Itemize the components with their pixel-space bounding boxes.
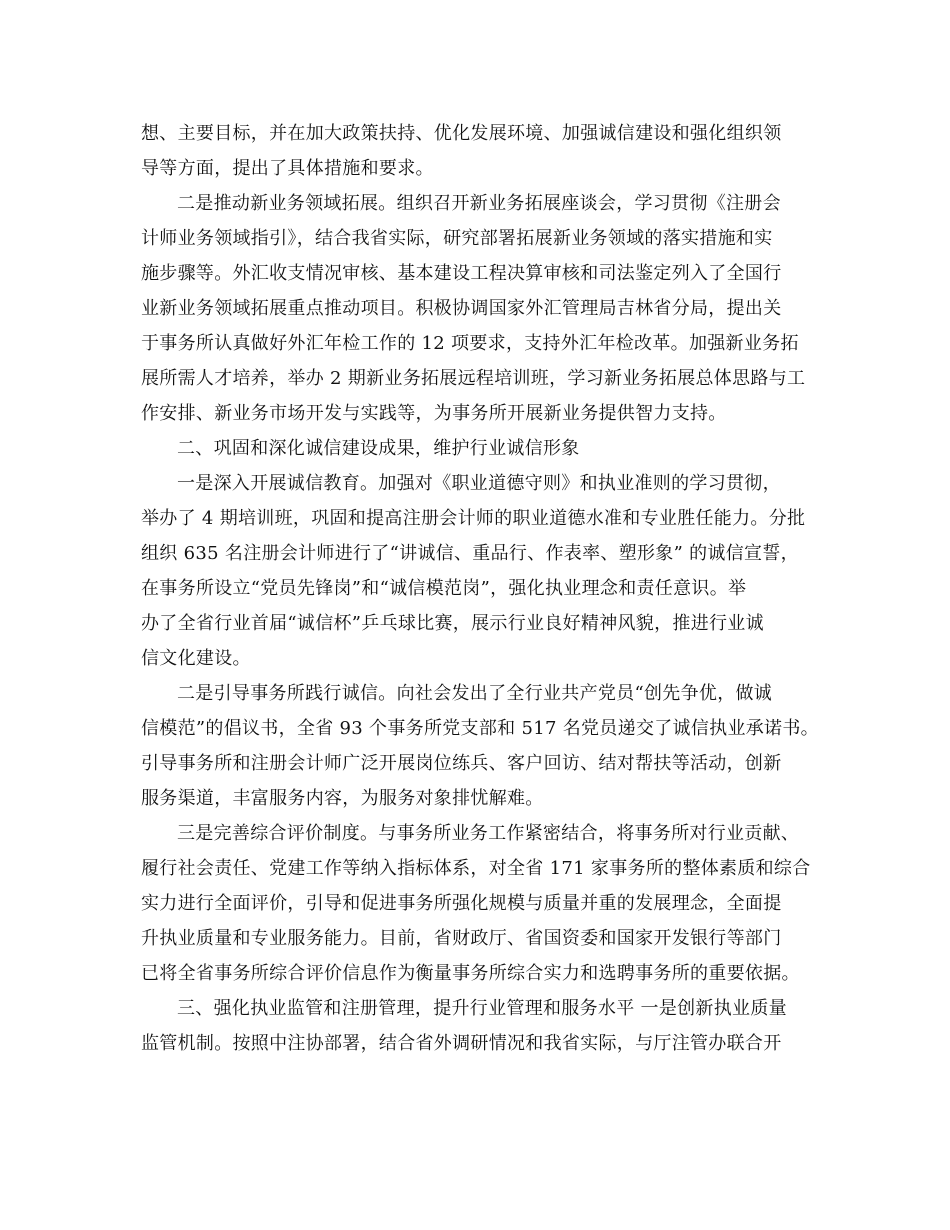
text-line: 已将全省事务所综合评价信息作为衡量事务所综合实力和选聘事务所的重要依据。 (141, 963, 800, 984)
paragraph-start-line: 二是引导事务所践行诚信。向社会发出了全行业共产党员“创先争优，做诚 (177, 683, 773, 704)
text-line: 服务渠道，丰富服务内容，为服务对象排忧解难。 (141, 788, 544, 809)
text-line: 在事务所设立“党员先锋岗”和“诚信模范岗”，强化执业理念和责任意识。举 (141, 578, 747, 599)
text-line: 办了全省行业首届“诚信杯”乒乓球比赛，展示行业良好精神风貌，推进行业诚 (141, 613, 764, 634)
text-line: 导等方面，提出了具体措施和要求。 (141, 158, 434, 179)
text-line: 于事务所认真做好外汇年检工作的 12 项要求，支持外汇年检改革。加强新业务拓 (141, 333, 799, 354)
text-line: 监管机制。按照中注协部署，结合省外调研情况和我省实际，与厅注管办联合开 (141, 1033, 782, 1054)
text-line: 计师业务领域指引》，结合我省实际，研究部署拓展新业务领域的落实措施和实 (141, 228, 773, 249)
text-line: 展所需人才培养，举办 2 期新业务拓展远程培训班，学习新业务拓展总体思路与工 (141, 368, 806, 389)
section-heading: 二、巩固和深化诚信建设成果，维护行业诚信形象 (177, 438, 580, 459)
text-line: 想、主要目标，并在加大政策扶持、优化发展环境、加强诚信建设和强化组织领 (141, 123, 782, 144)
text-line: 施步骤等。外汇收支情况审核、基本建设工程决算审核和司法鉴定列入了全国行 (141, 263, 782, 284)
section-heading: 三、强化执业监管和注册管理，提升行业管理和服务水平 一是创新执业质量 (177, 998, 787, 1019)
text-line: 信模范”的倡议书，全省 93 个事务所党支部和 517 名党员递交了诚信执业承诺书。 (141, 718, 819, 739)
paragraph-start-line: 三是完善综合评价制度。与事务所业务工作紧密结合，将事务所对行业贡献、 (177, 823, 800, 844)
text-line: 信文化建设。 (141, 648, 251, 669)
paragraph-start-line: 一是深入开展诚信教育。加强对《职业道德守则》和执业准则的学习贯彻， (177, 473, 781, 494)
text-line: 履行社会责任、党建工作等纳入指标体系，对全省 171 家事务所的整体素质和综合 (141, 858, 811, 879)
document-body (141, 116, 819, 1061)
text-line: 引导事务所和注册会计师广泛开展岗位练兵、客户回访、结对帮扶等活动，创新 (141, 753, 782, 774)
text-line: 实力进行全面评价，引导和促进事务所强化规模与质量并重的发展理念，全面提 (141, 893, 782, 914)
text-line: 升执业质量和专业服务能力。目前，省财政厅、省国资委和国家开发银行等部门 (141, 928, 782, 949)
paragraph-start-line: 二是推动新业务领域拓展。组织召开新业务拓展座谈会，学习贯彻《注册会 (177, 193, 781, 214)
text-line: 业新业务领域拓展重点推动项目。积极协调国家外汇管理局吉林省分局，提出关 (141, 298, 782, 319)
text-line: 举办了 4 期培训班，巩固和提高注册会计师的职业道德水准和专业胜任能力。分批 (141, 508, 806, 529)
text-line: 组织 635 名注册会计师进行了“讲诚信、重品行、作表率、塑形象” 的诚信宣誓， (141, 543, 799, 564)
text-line: 作安排、新业务市场开发与实践等，为事务所开展新业务提供智力支持。 (141, 403, 727, 424)
